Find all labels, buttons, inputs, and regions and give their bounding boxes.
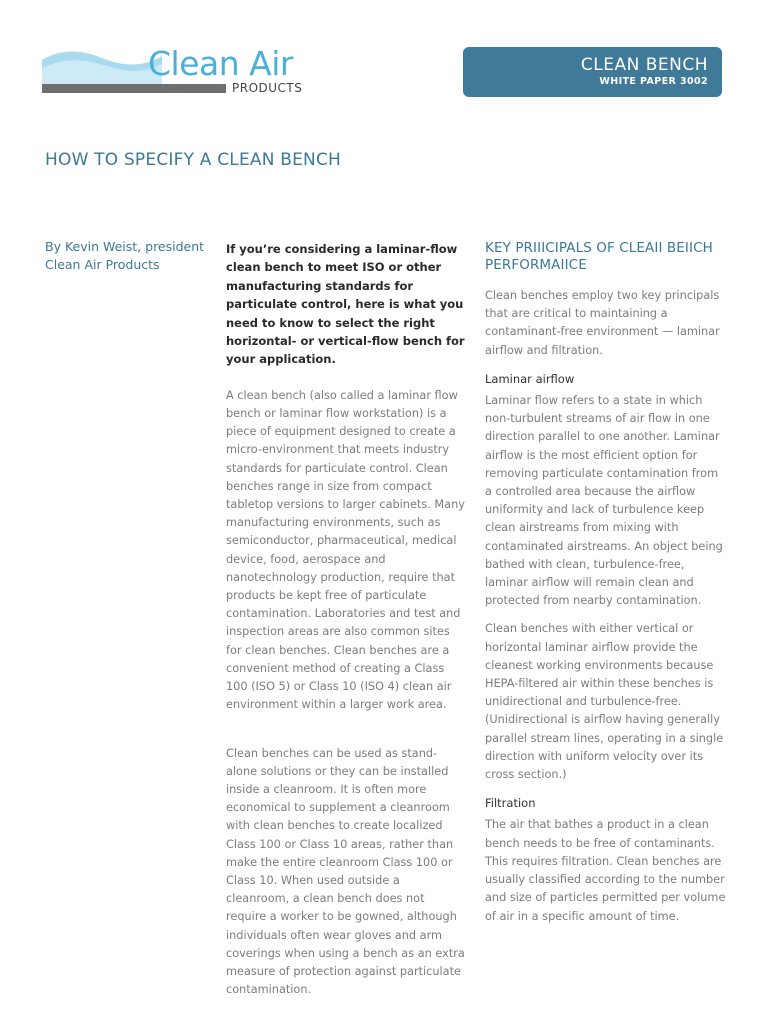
header-badge — [463, 47, 722, 97]
byline-author: By Kevin Weist, president — [45, 239, 205, 254]
byline-company: Clean Air Products — [45, 257, 160, 272]
right-column — [485, 240, 727, 936]
middle-column — [226, 240, 466, 999]
wave-logo-icon — [42, 44, 162, 86]
body-paragraph: Clean benches with either vertical or horizontal laminar airflow provide the cleanest working environments because HEPA-filtered air within these benches is unidirectional and turbulence-free. (Unidirectional is airflow having generally parallel stream lines, operating in a single direction with uniform velocity over its cross section.) — [485, 622, 724, 782]
body-paragraph: A clean bench (also called a laminar flow bench or laminar flow workstation) is a piece of equipment designed to create a micro-environment that meets industry standards for particulate control. Clean benches range in size from compact tabletop versions to larger cabinets. Many manufacturing environments, such as semiconductor, pharmaceutical, medical device, food, aerospace and nanotechnology production, require that products be kept free of particulate contamination. Laboratories and test and inspection areas are also common sites for clean benches. Clean benches are a convenient method of creating a Class 100 (ISO 5) or Class 10 (ISO 4) clean air environment within a larger work area. — [226, 388, 465, 712]
body-paragraph: Clean benches can be used as stand-alone solutions or they can be installed inside a cleanroom. It is often more economical to supplement a cleanroom with clean benches to create localized Class 100 or Class 10 areas, rather than make the entire cleanroom Class 100 or Class 10. When used outside a cleanroom, a clean bench does not require a worker to be gowned, although individuals often wear gloves and arm coverings when using a bench as an extra measure of protection against particulate contamination. — [226, 746, 465, 997]
body-paragraph: Clean benches employ two key principals that are critical to maintaining a contaminant-free environment — laminar airflow and filtration. — [485, 289, 720, 357]
subheading-laminar-airflow: Laminar airflow — [485, 371, 575, 386]
logo-bar — [42, 84, 226, 93]
subheading-filtration: Filtration — [485, 796, 536, 811]
section-title: KEY PRIIICIPALS OF CLEAII BEIICH PERFORMAIICE — [485, 240, 713, 273]
company-logo — [42, 44, 332, 100]
lead-paragraph: If you’re considering a laminar-flow clean bench to meet ISO or other manufacturing standards for particulate control, here is what you need to know to select the right horizontal- or vertical-flow bench for your application. — [226, 242, 465, 367]
body-paragraph: The air that bathes a product in a clean bench needs to be free of contaminants. This requires filtration. Clean benches are usually classified according to the number and size of particles permitted per volume of air in a specific amount of time. — [485, 818, 726, 923]
byline — [45, 238, 220, 274]
header-title: CLEAN BENCH — [580, 55, 708, 75]
body-paragraph: Laminar flow refers to a state in which non-turbulent streams of air flow in one direction parallel to one another. Laminar airflow is the most efficient option for removing particulate contamination from a controlled area because the airflow uniformity and lack of turbulence keep clean airstreams from mixing with contaminated airstreams. An object being bathed with clean, turbulence-free, laminar airflow will remain clean and protected from nearby contamination. — [485, 394, 723, 608]
logo-name: Clean Air — [148, 44, 293, 83]
header-subtitle: WHITE PAPER 3002 — [599, 76, 708, 87]
logo-subtext: PRODUCTS — [232, 81, 303, 95]
page-title: HOW TO SPECIFY A CLEAN BENCH — [45, 150, 342, 170]
